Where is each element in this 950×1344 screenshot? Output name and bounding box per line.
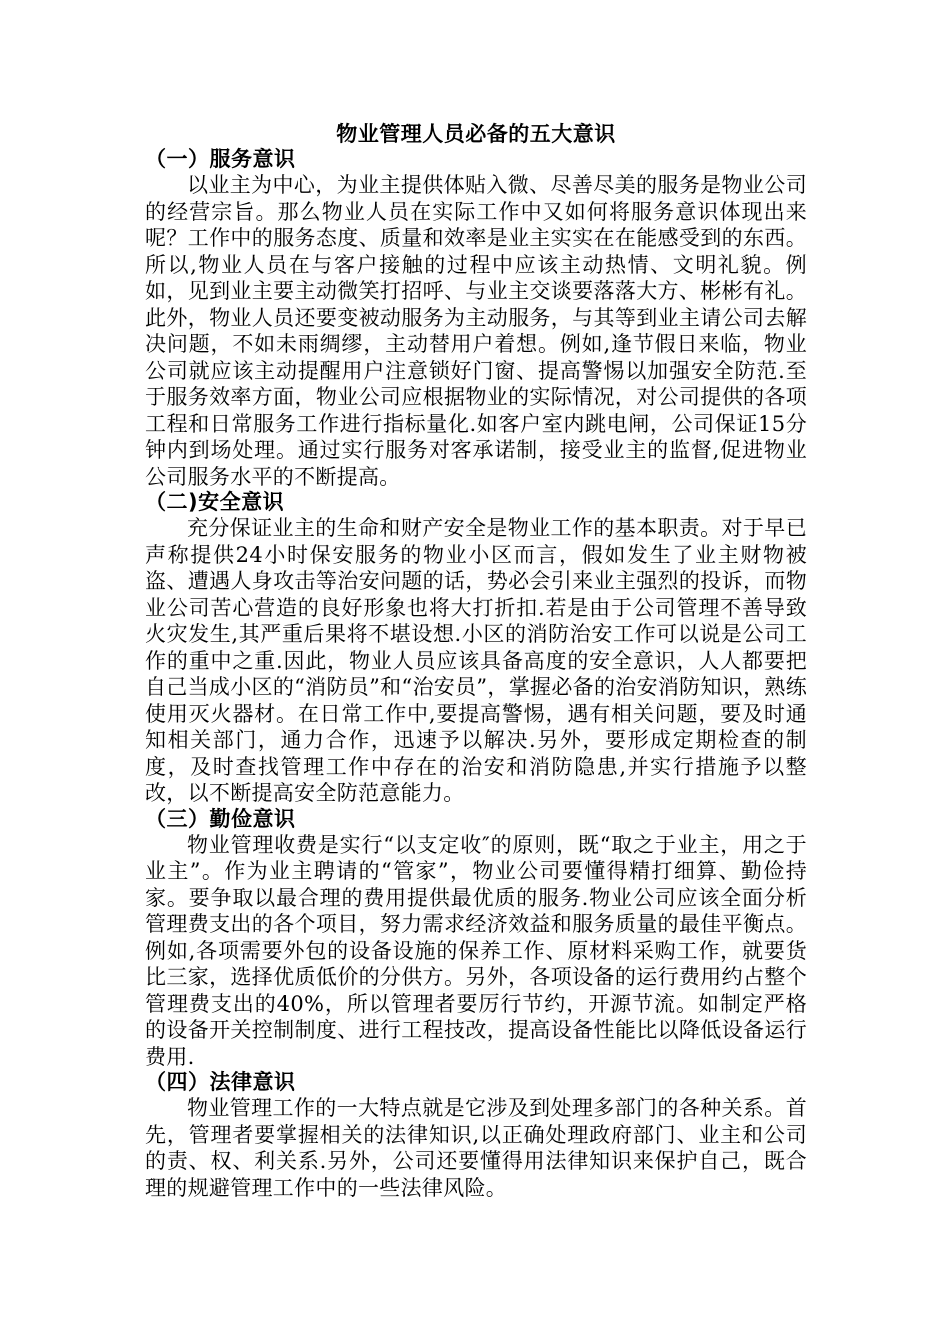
document-title: 物业管理人员必备的五大意识 xyxy=(336,122,616,146)
document-content xyxy=(145,122,807,1201)
section-paragraph: 以业主为中心，为业主提供体贴入微、尽善尽美的服务是物业公司的经营宗旨。那么物业人员在实际工作中又如何将服务意识体现出来呢？工作中的服务态度、质量和效率是业主实实在在能感受到的东西。所以,物业人员在与客户接触的过程中应该主动热情、文明礼貌。例如，见到业主要主动微笑打招呼、与业主交谈要落落大方、彬彬有礼。此外，物业人员还要变被动服务为主动服务，与其等到业主请公司去解决问题，不如未雨绸缪，主动替用户着想。例如,逢节假日来临，物业公司就应该主动提醒用户注意锁好门窗、提高警惕以加强安全防范.至于服务效率方面，物业公司应根据物业的实际情况，对公司提供的各项工程和日常服务工作进行指标量化.如客户室内跳电闸，公司保证15分钟内到场处理。通过实行服务对客承诺制，接受业主的监督,促进物业公司服务水平的不断提高。 xyxy=(145,173,807,489)
section-frugality-awareness xyxy=(145,807,807,1071)
section-paragraph: 物业管理工作的一大特点就是它涉及到处理多部门的各种关系。首先，管理者要掌握相关的法律知识,以正确处理政府部门、业主和公司的责、权、利关系.另外，公司还要懂得用法律知识来保护自己，既合理的规避管理工作中的一些法律风险。 xyxy=(145,1096,807,1200)
section-heading: （三）勤俭意识 xyxy=(145,806,296,831)
section-heading: （一）服务意识 xyxy=(145,147,296,171)
section-heading: （四）法律意识 xyxy=(145,1070,296,1094)
section-paragraph: 物业管理收费是实行“以支定收″的原则，既“取之于业主，用之于业主”。作为业主聘请的“管家”，物业公司要懂得精打细算、勤俭持家。要争取以最合理的费用提供最优质的服务.物业公司应该全面分析管理费支出的各个项目，努力需求经济效益和服务质量的最佳平衡点。例如,各项需要外包的设备设施的保养工作、原材料采购工作，就要货比三家，选择优质低价的分供方。另外，各项设备的运行费用约占整个管理费支出的40%，所以管理者要厉行节约，开源节流。如制定严格的设备开关控制制度、进行工程技改，提高设备性能比以降低设备运行费用. xyxy=(145,832,807,1069)
section-heading: （二)安全意识 xyxy=(145,490,285,514)
section-paragraph: 充分保证业主的生命和财产安全是物业工作的基本职责。对于早已声称提供24小时保安服务的物业小区而言，假如发生了业主财物被盗、遭遇人身攻击等治安问题的话，势必会引来业主强烈的投诉，而物业公司苦心营造的良好形象也将大打折扣.若是由于公司管理不善导致火灾发生,其严重后果将不堪设想.小区的消防治安工作可以说是公司工作的重中之重.因此，物业人员应该具备高度的安全意识，人人都要把自己当成小区的“消防员”和“治安员”，掌握必备的治安消防知识，熟练使用灭火器材。在日常工作中,要提高警惕，遇有相关问题，要及时通知相关部门，通力合作，迅速予以解决.另外，要形成定期检查的制度，及时查找管理工作中存在的治安和消防隐患,并实行措施予以整改，以不断提高安全防范意能力。 xyxy=(145,516,807,805)
section-service-awareness xyxy=(145,147,807,490)
section-legal-awareness xyxy=(145,1070,807,1201)
section-safety-awareness xyxy=(145,490,807,807)
